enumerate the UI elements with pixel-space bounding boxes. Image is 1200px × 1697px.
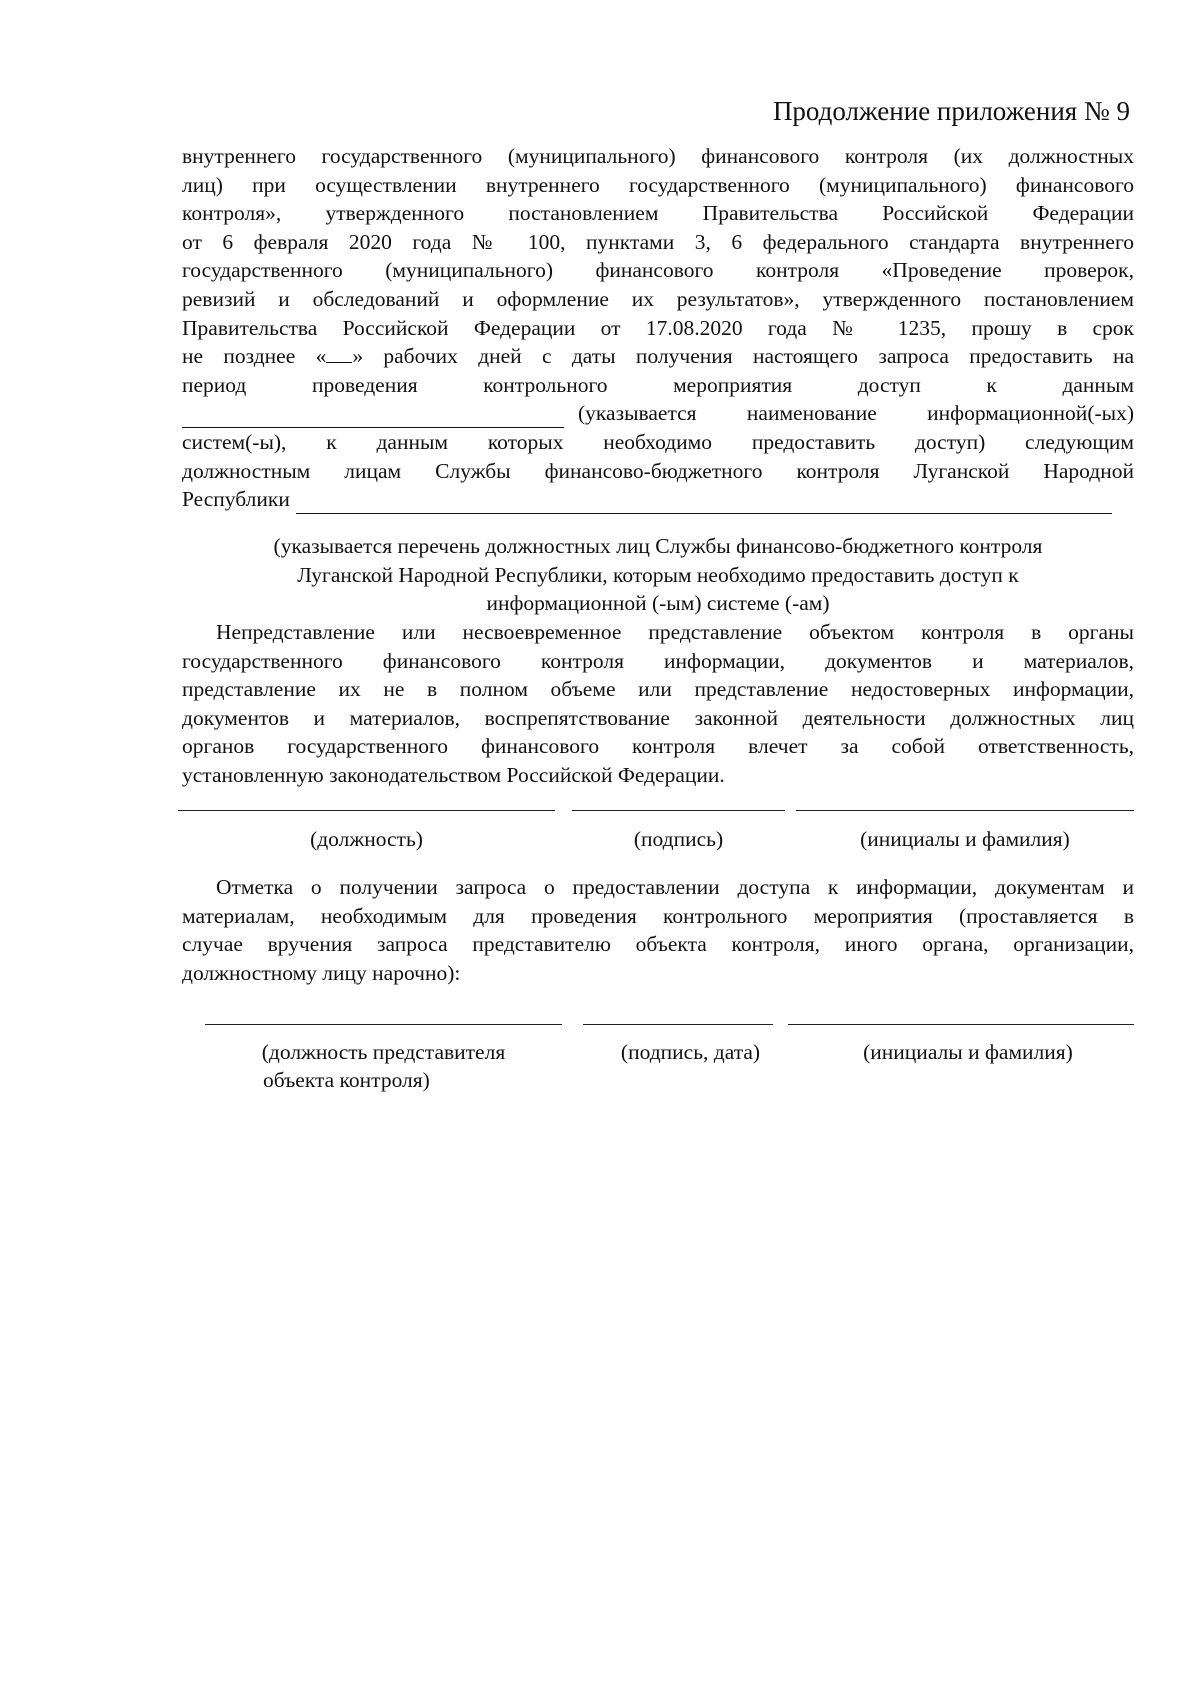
representative-name-caption: (инициалы и фамилия) [863, 1040, 1073, 1064]
caption-line: (должность представителя [261, 1040, 506, 1064]
paragraph-liability [182, 618, 1134, 790]
name-signature-line[interactable] [796, 810, 1134, 811]
text-line: материалам, необходимым для проведения контрольного мероприятия (проставляется в [182, 903, 1134, 928]
representative-name-line[interactable] [788, 1024, 1134, 1025]
text-line [182, 399, 1134, 428]
text-line: представление их не в полном объеме или представление недостоверных информации, [182, 677, 1134, 702]
text-line: должностному лицу нарочно): [182, 960, 461, 985]
text-line: систем(-ы), к данным которых необходимо предоставить доступ) следующим [182, 429, 1134, 454]
officials-blank[interactable] [296, 493, 1112, 514]
signature-line[interactable] [572, 810, 785, 811]
text-line: случае вручения запроса представителю объекта контроля, иного органа, организации, [182, 932, 1134, 957]
text-line: должностным лицам Службы финансово-бюджетного контроля Луганской Народной [182, 458, 1134, 483]
representative-position-line[interactable] [205, 1024, 562, 1025]
caption-line: объекта контроля) [263, 1068, 430, 1092]
signature-date-line[interactable] [583, 1024, 773, 1025]
paragraph-receipt-mark [182, 873, 1134, 987]
name-caption: (инициалы и фамилия) [860, 827, 1070, 851]
info-system-blank[interactable] [182, 407, 564, 428]
days-blank[interactable] [326, 342, 352, 363]
text-line: период проведения контрольного мероприятия доступ к данным [182, 372, 1134, 397]
page-header: Продолжение приложения № 9 [772, 96, 1130, 126]
text-line [182, 342, 1134, 371]
text-line: органов государственного финансового контроля влечет за собой ответственность, [182, 734, 1134, 759]
text-line: Отметка о получении запроса о предоставлении доступа к информации, документам и [216, 875, 1134, 899]
text-line: Непредставление или несвоевременное представление объектом контроля в органы [216, 620, 1134, 644]
text-line: контроля», утвержденного постановлением Правительства Российской Федерации [182, 201, 1134, 226]
text-line: документов и материалов, воспрепятствование законной деятельности должностных лиц [182, 705, 1134, 730]
text-line: лиц) при осуществлении внутреннего государственного (муниципального) финансового [182, 172, 1134, 197]
text-line [182, 485, 1134, 514]
text-line: от 6 февраля 2020 года № 100, пунктами 3, 6 федерального стандарта внутреннего [182, 229, 1134, 254]
text-fragment: » рабочих дней с даты получения настоящего запроса предоставить на [352, 344, 1134, 369]
note-line: Луганской Народной Республики, которым необходимо предоставить доступ к [297, 562, 1019, 587]
position-signature-line[interactable] [178, 810, 555, 811]
text-line: государственного (муниципального) финансового контроля «Проведение проверок, [182, 258, 1134, 283]
text-fragment: не позднее « [182, 344, 327, 369]
text-fragment: (указывается наименование информационной(-ых) [578, 401, 1134, 426]
text-line: Правительства Российской Федерации от 17.08.2020 года № 1235, прошу в срок [182, 315, 1134, 340]
note-line: (указывается перечень должностных лиц Службы финансово-бюджетного контроля [273, 534, 1043, 558]
text-line: внутреннего государственного (муниципального) финансового контроля (их должностных [182, 144, 1134, 168]
representative-position-caption [205, 1038, 562, 1094]
signature-date-caption: (подпись, дата) [620, 1040, 761, 1064]
position-caption: (должность) [310, 827, 423, 851]
text-fragment: Республики [182, 487, 290, 512]
paragraph-request [182, 142, 1134, 514]
officials-note [182, 532, 1134, 618]
note-line: информационной (-ым) системе (-ам) [486, 591, 830, 616]
text-line: установленную законодательством Российской Федерации. [182, 762, 725, 787]
text-line: государственного финансового контроля информации, документов и материалов, [182, 648, 1134, 673]
text-line: ревизий и обследований и оформление их результатов», утвержденного постановлением [182, 286, 1134, 311]
signature-caption: (подпись) [633, 827, 724, 851]
